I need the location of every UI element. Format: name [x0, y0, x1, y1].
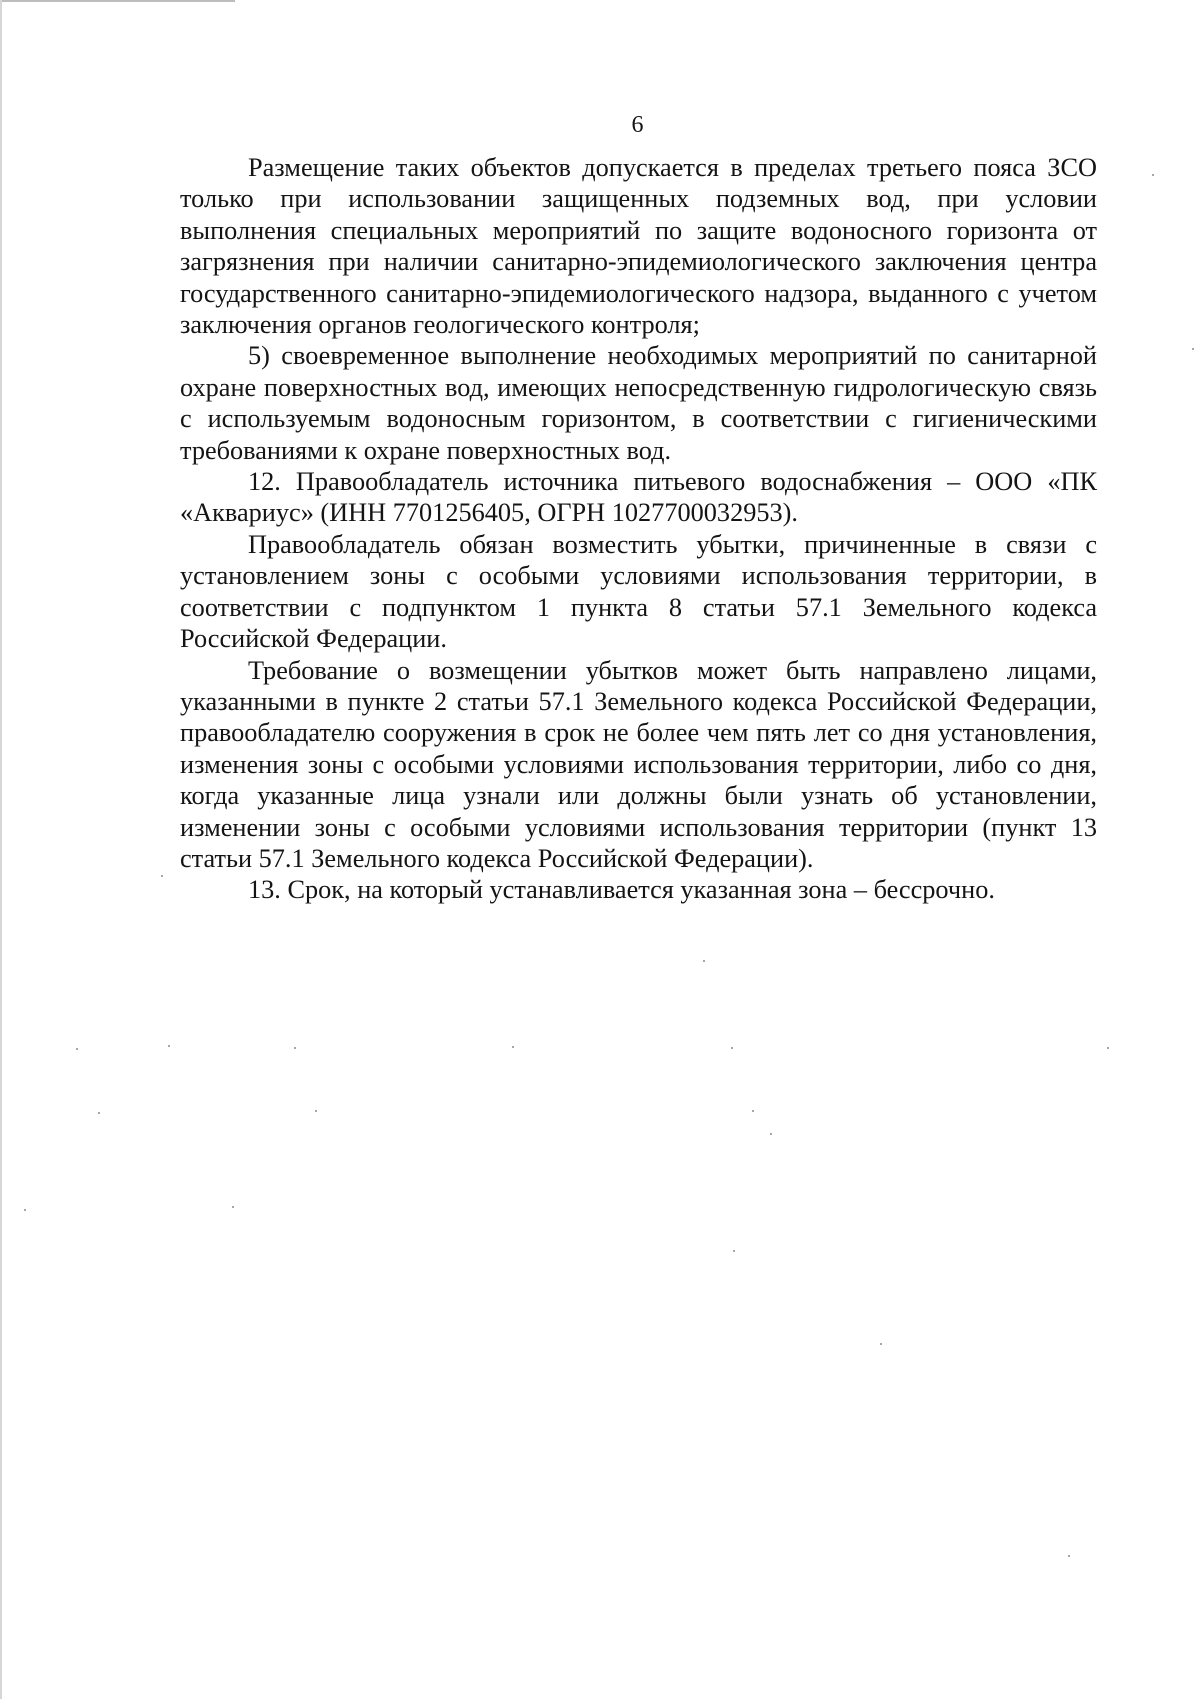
paragraph-zso-placement: Размещение таких объектов допускается в пределах третьего пояса ЗСО только при использовании защищенных подземных вод, при условии выполнения специальных мероприятий по защите водоносного горизонта от загрязнения при наличии санитарно-эпидемиологического заключения центра государственного санитарно-эпидемиологического надзора, выданного с учетом заключения органов геологического контроля;: [180, 153, 1097, 340]
page-number: 6: [631, 112, 644, 138]
paragraph-damages-claim: Требование о возмещении убытков может быть направлено лицами, указанными в пункте 2 статьи 57.1 Земельного кодекса Российской Федерации, правообладателю сооружения в срок не более чем пять лет со дня установления, изменения зоны с особыми условиями использования территории, либо со дня, когда указанные лица узнали или должны были узнать об установлении, изменении зоны с особыми условиями использования территории (пункт 13 статьи 57.1 Земельного кодекса Российской Федерации).: [180, 655, 1097, 873]
paragraph-item-13-term: 13. Срок, на который устанавливается указанная зона – бессрочно.: [248, 875, 995, 905]
paragraph-item-12-rights-holder: 12. Правообладатель источника питьевого водоснабжения – ООО «ПК «Аквариус» (ИНН 7701256405, ОГРН 1027700032953).: [180, 467, 1097, 528]
scan-speck: [1068, 1555, 1070, 1557]
scan-speck: [733, 1250, 735, 1252]
paragraph-item-5-surface-water: 5) своевременное выполнение необходимых мероприятий по санитарной охране поверхностных вод, имеющих непосредственную гидрологическую связь с используемым водоносным горизонтом, в соответствии с гигиеническими требованиями к охране поверхностных вод.: [180, 341, 1097, 465]
scan-speck: [161, 875, 163, 877]
paragraph-damages-obligation: Правообладатель обязан возместить убытки, причиненные в связи с установлением зоны с особыми условиями использования территории, в соответствии с подпунктом 1 пункта 8 статьи 57.1 Земельного кодекса Российской Федерации.: [180, 529, 1097, 654]
scan-speck: [1107, 1047, 1109, 1049]
scan-speck: [880, 1343, 882, 1345]
scan-speck: [168, 1045, 170, 1047]
scan-speck: [315, 1110, 317, 1112]
scan-speck: [770, 1133, 772, 1135]
scan-speck: [752, 1110, 754, 1112]
scan-speck: [232, 1206, 234, 1208]
scan-edge-top: [0, 0, 235, 2]
scan-speck: [731, 1047, 733, 1049]
scan-speck: [76, 1048, 78, 1050]
scan-speck: [1192, 348, 1194, 350]
scan-speck: [703, 960, 705, 962]
scan-edge-left: [0, 0, 2, 1699]
scan-speck: [24, 1209, 26, 1211]
document-body: [180, 152, 1097, 906]
scan-speck: [294, 1047, 296, 1049]
scan-speck: [98, 1112, 100, 1114]
scan-speck: [1152, 174, 1154, 176]
scan-speck: [512, 1046, 514, 1048]
